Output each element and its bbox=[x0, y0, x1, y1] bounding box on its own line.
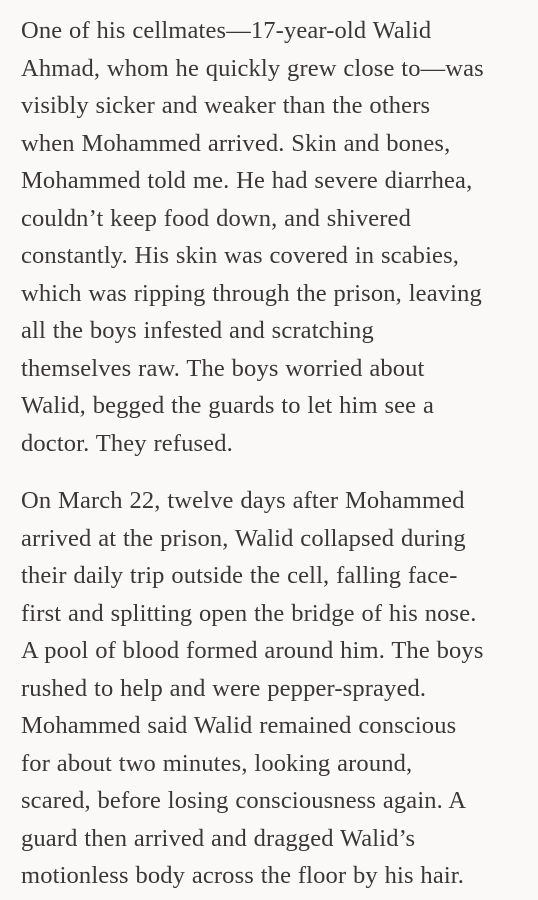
text-line: Mohammed told me. He had severe diarrhea, bbox=[21, 167, 473, 194]
text-line: One of his cellmates—17-year-old Walid bbox=[21, 17, 432, 44]
paragraph-1 bbox=[21, 0, 531, 462]
text-line: all the boys infested and scratching bbox=[21, 317, 374, 344]
text-line: On March 22, twelve days after Mohammed bbox=[21, 487, 465, 514]
text-line: for about two minutes, looking around, bbox=[21, 749, 413, 777]
text-line: motionless body across the floor by his hair. bbox=[21, 862, 465, 889]
text-line: visibly sicker and weaker than the others bbox=[21, 92, 431, 119]
text-line: which was ripping through the prison, leaving bbox=[21, 279, 482, 307]
text-line: Ahmad, whom he quickly grew close to—was bbox=[21, 54, 484, 82]
text-line: doctor. They refused. bbox=[21, 429, 233, 457]
text-line: rushed to help and were pepper-sprayed. bbox=[21, 674, 427, 702]
text-line: Mohammed said Walid remained conscious bbox=[21, 712, 457, 739]
text-line: constantly. His skin was covered in scabies, bbox=[21, 242, 460, 269]
text-line: Walid, begged the guards to let him see a bbox=[21, 392, 434, 419]
text-line: scared, before losing consciousness again. A bbox=[21, 787, 467, 814]
text-line: guard then arrived and dragged Walid’s bbox=[21, 824, 416, 852]
text-line: A pool of blood formed around him. The boys bbox=[21, 637, 484, 664]
text-line: themselves raw. The boys worried about bbox=[21, 354, 425, 382]
text-line: arrived at the prison, Walid collapsed during bbox=[21, 524, 466, 552]
paragraph-2 bbox=[21, 462, 531, 895]
text-line: their daily trip outside the cell, falling face- bbox=[21, 562, 458, 589]
article-body bbox=[21, 0, 531, 895]
text-line: couldn’t keep food down, and shivered bbox=[21, 204, 411, 232]
text-line: when Mohammed arrived. Skin and bones, bbox=[21, 129, 451, 157]
text-line: first and splitting open the bridge of his nose. bbox=[21, 599, 477, 627]
